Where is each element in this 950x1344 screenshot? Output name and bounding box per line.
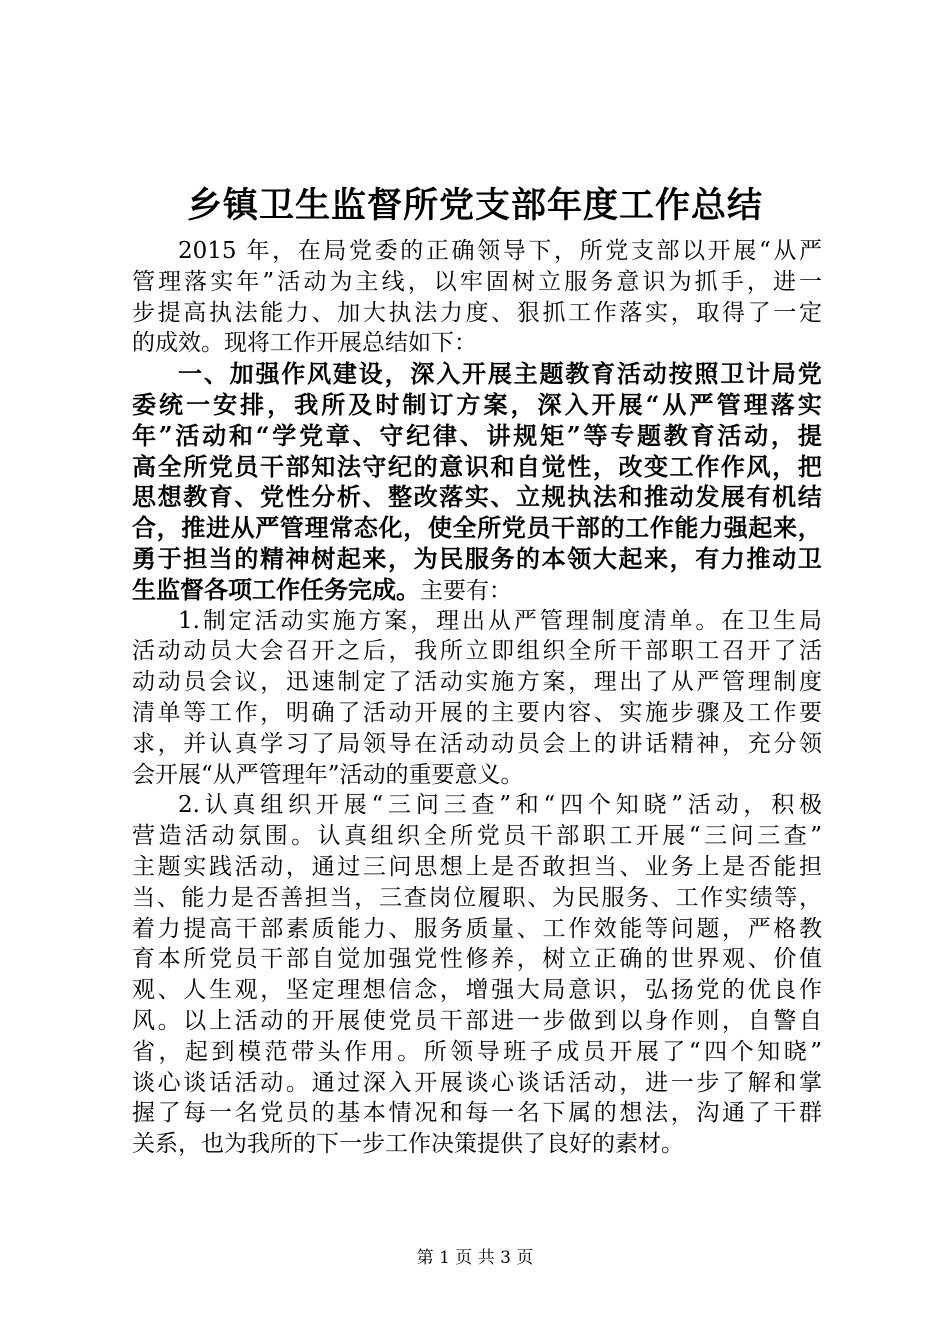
item2-line: 省，起到模范带头作用。所领导班子成员开展了“四个知晓” <box>132 1038 822 1065</box>
item1-line: 求，并认真学习了局领导在活动动员会上的讲话精神，充分领 <box>132 730 822 757</box>
section1-line: 高全所党员干部知法守纪的意识和自觉性，改变工作作风，把 <box>132 451 822 481</box>
section1-line: 合，推进从严管理常态化，使全所党员干部的工作能力强起来， <box>132 513 822 543</box>
item2-line: 关系，也为我所的下一步工作决策提供了良好的素材。 <box>132 1131 684 1158</box>
item2-line: 营造活动氛围。认真组织全所党员干部职工开展“三问三查” <box>132 823 822 850</box>
section1-line: 思想教育、党性分析、整改落实、立规执法和推动发展有机结 <box>132 482 822 512</box>
intro-line: 步提高执法能力、加大执法力度、狠抓工作落实，取得了一定 <box>132 299 822 326</box>
intro-line: 管理落实年”活动为主线，以牢固树立服务意识为抓手，进一 <box>132 268 822 295</box>
item1-line: 清单等工作，明确了活动开展的主要内容、实施步骤及工作要 <box>132 699 822 726</box>
section1-line: 勇于担当的精神树起来，为民服务的本领大起来，有力推动卫 <box>132 543 822 573</box>
document-title: 乡镇卫生监督所党支部年度工作总结 <box>186 185 763 226</box>
item1-line: 会开展“从严管理年”活动的重要意义。 <box>132 761 524 788</box>
item1-line: 动动员会议，迅速制定了活动实施方案，理出了从严管理制度 <box>132 669 822 696</box>
page-footer: 第 1 页 共 3 页 <box>416 1248 534 1268</box>
item2-line: 当、能力是否善担当，三查岗位履职、为民服务、工作实绩等， <box>132 884 822 911</box>
section1-line: 委统一安排，我所及时制订方案，深入开展“从严管理落实 <box>132 389 822 419</box>
intro-line: 的成效。现将工作开展总结如下： <box>132 330 477 357</box>
item1-line: 1.制定活动实施方案，理出从严管理制度清单。在卫生局 <box>178 607 822 634</box>
intro-line: 2015 年，在局党委的正确领导下，所党支部以开展“从严 <box>178 238 822 264</box>
section1-line: 一、加强作风建设，深入开展主题教育活动按照卫计局党 <box>178 359 822 389</box>
section1-line: 年”活动和“学党章、守纪律、讲规矩”等专题教育活动，提 <box>132 420 822 450</box>
section1-last-normal: 主要有： <box>420 577 512 604</box>
item2-line: 风。以上活动的开展使党员干部进一步做到以身作则，自警自 <box>132 1007 822 1034</box>
item2-line: 着力提高干部素质能力、服务质量、工作效能等问题，严格教 <box>132 915 822 942</box>
item2-line: 观、人生观，坚定理想信念，增强大局意识，弘扬党的优良作 <box>132 977 822 1004</box>
item1-line: 活动动员大会召开之后，我所立即组织全所干部职工召开了活 <box>132 638 822 665</box>
item2-line: 握了每一名党员的基本情况和每一名下属的想法，沟通了干群 <box>132 1100 822 1127</box>
item2-line: 育本所党员干部自觉加强党性修养，树立正确的世界观、价值 <box>132 946 822 973</box>
section1-last-line <box>132 575 822 606</box>
item2-line: 谈心谈话活动。通过深入开展谈心谈话活动，进一步了解和掌 <box>132 1069 822 1096</box>
document-body <box>132 236 822 1160</box>
item2-line: 2.认真组织开展“三问三查”和“四个知晓”活动，积极 <box>178 792 822 819</box>
section1-last-bold: 生监督各项工作任务完成。 <box>132 574 420 604</box>
item2-line: 主题实践活动，通过三问思想上是否敢担当、业务上是否能担 <box>132 853 822 880</box>
